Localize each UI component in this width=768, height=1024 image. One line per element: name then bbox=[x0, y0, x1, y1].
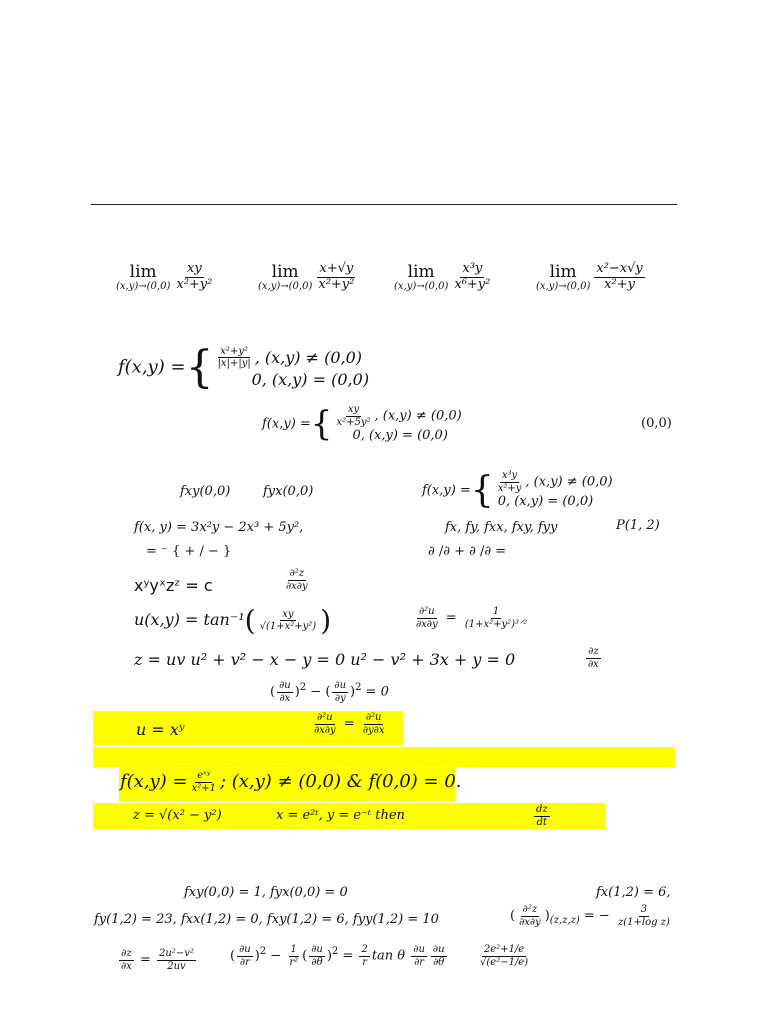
polynomial-function: f(x, y) = 3x²y − 2x³ + 5y², bbox=[134, 520, 304, 535]
answer-polar-identity: ( $\frac{\partial u}{\partial r}$ )$^2$ − $\frac{1}{\text{r²}}$ ( $\frac{\partial u}{\partial\theta}$ )$^2$ = $\frac{2}{r}$ tan θ $\frac{\partial u}{\partial r}$ $\frac{\partial u}{\partial\theta}$ bbox=[230, 944, 445, 968]
partial-squares-equation: ( $\frac{\partial u}{\partial x}$ )$^2$ − ( $\frac{\partial u}{\partial y}$ )$^2$ = 0 bbox=[270, 680, 389, 704]
answer-implicit-mixed: ( $\frac{\text{∂²z}}{\partial x\partial y}$ )$_{(z,z,z)}$ = − $\frac{3}{\text{z(1+log z)}}$ bbox=[510, 904, 670, 928]
piecewise-function-3: f(x,y) ={ $\frac{\text{x³y}}{\text{x²+y}}$ , (x,y) ≠ (0,0) 0, (x,y) = (0,0) bbox=[422, 470, 613, 511]
answer-fx: fx(1,2) = 6, bbox=[596, 885, 671, 900]
piecewise-function-1: f(x,y) ={ $\frac{\text{x²+y²}}{|x|+|y|}$ , (x,y) ≠ (0,0) 0, (x,y) = (0,0) bbox=[118, 342, 370, 393]
answer-mixed-partials: fxy(0,0) = 1, fyx(0,0) = 0 bbox=[184, 885, 348, 900]
exponential-function: f(x,y) = $\frac{\text{eˣʸ}}{\text{x²+1}}$ ; (x,y) ≠ (0,0) & f(0,0) = 0. bbox=[120, 770, 462, 794]
dz-dt: $\frac{dz}{dt}$ bbox=[536, 804, 548, 828]
fyx-at-origin: fyx(0,0) bbox=[263, 484, 314, 499]
arctan-function: u(x,y) = tan⁻¹( $\frac{xy}{\text{√(1+x²+y²)}}$ ) bbox=[134, 604, 332, 637]
fragment-expression-right: ∂ /∂ + ∂ /∂ = bbox=[428, 544, 507, 559]
header-rule bbox=[91, 204, 677, 205]
point-p: P(1, 2) bbox=[616, 518, 660, 533]
implicit-equation: xʸyˣzᶻ = c bbox=[134, 576, 213, 595]
limit-4: lim (x,y)→(0,0) $\frac{\text{x²−x√y}}{\text{x²+y}}$ bbox=[536, 261, 643, 293]
mixed-partials-equality: $\frac{\text{∂²u}}{\partial x\partial y}$ = $\frac{\text{∂²u}}{\partial y\partial x}$ bbox=[314, 712, 385, 736]
partial-z-x: $\frac{\partial z}{\partial x}$ bbox=[588, 646, 599, 670]
second-mixed-partial-z: $\frac{\text{∂²z}}{\partial x\partial y}$ bbox=[286, 568, 308, 592]
z-root-function: z = √(x² − y²) bbox=[133, 808, 222, 823]
point-origin: (0,0) bbox=[641, 416, 672, 431]
answer-partials-at-point: fy(1,2) = 23, fxx(1,2) = 0, fxy(1,2) = 6, fyy(1,2) = 10 bbox=[94, 912, 439, 927]
partial-derivatives-list: fx, fy, fxx, fxy, fyy bbox=[445, 520, 558, 535]
arctan-derivative-result: $\frac{\text{∂²u}}{\partial x\partial y}$ = $\frac{1}{\text{(1+x²+y²)³ᐟ²}}$ bbox=[416, 606, 528, 630]
answer-dz-dt-value: $\frac{\text{2e²+1/e}}{\text{√(e²−1/e)}}$ bbox=[480, 944, 529, 968]
limit-3: lim (x,y)→(0,0) $\frac{\text{x³y}}{\text{x⁶+y²}}$ bbox=[394, 261, 491, 293]
u-equals-x-power-y: u = xʸ bbox=[136, 720, 185, 739]
piecewise-function-2: f(x,y) ={ $\frac{xy}{\text{x²+5y²}}$ , (x,y) ≠ (0,0) 0, (x,y) = (0,0) bbox=[262, 404, 462, 445]
parametric-substitution: x = e²ᵗ, y = e⁻ᵗ then bbox=[276, 808, 405, 823]
fxy-at-origin: fxy(0,0) bbox=[180, 484, 231, 499]
fragment-expression-left: = ⁻ { + / − } bbox=[146, 544, 232, 559]
limit-1: lim (x,y)→(0,0) $\frac{xy}{\text{x²+y²}}$ bbox=[116, 261, 213, 293]
equation-system: z = uv u² + v² − x − y = 0 u² − v² + 3x + y = 0 bbox=[134, 650, 516, 669]
limit-2: lim (x,y)→(0,0) $\frac{x+√y}{\text{x²+y²}}$ bbox=[258, 261, 355, 293]
answer-dz-dx: $\frac{\partial z}{\partial x}$ = $\frac{\text{2u²−v²}}{2uv}$ bbox=[121, 948, 194, 972]
highlight-band-2 bbox=[93, 747, 675, 767]
